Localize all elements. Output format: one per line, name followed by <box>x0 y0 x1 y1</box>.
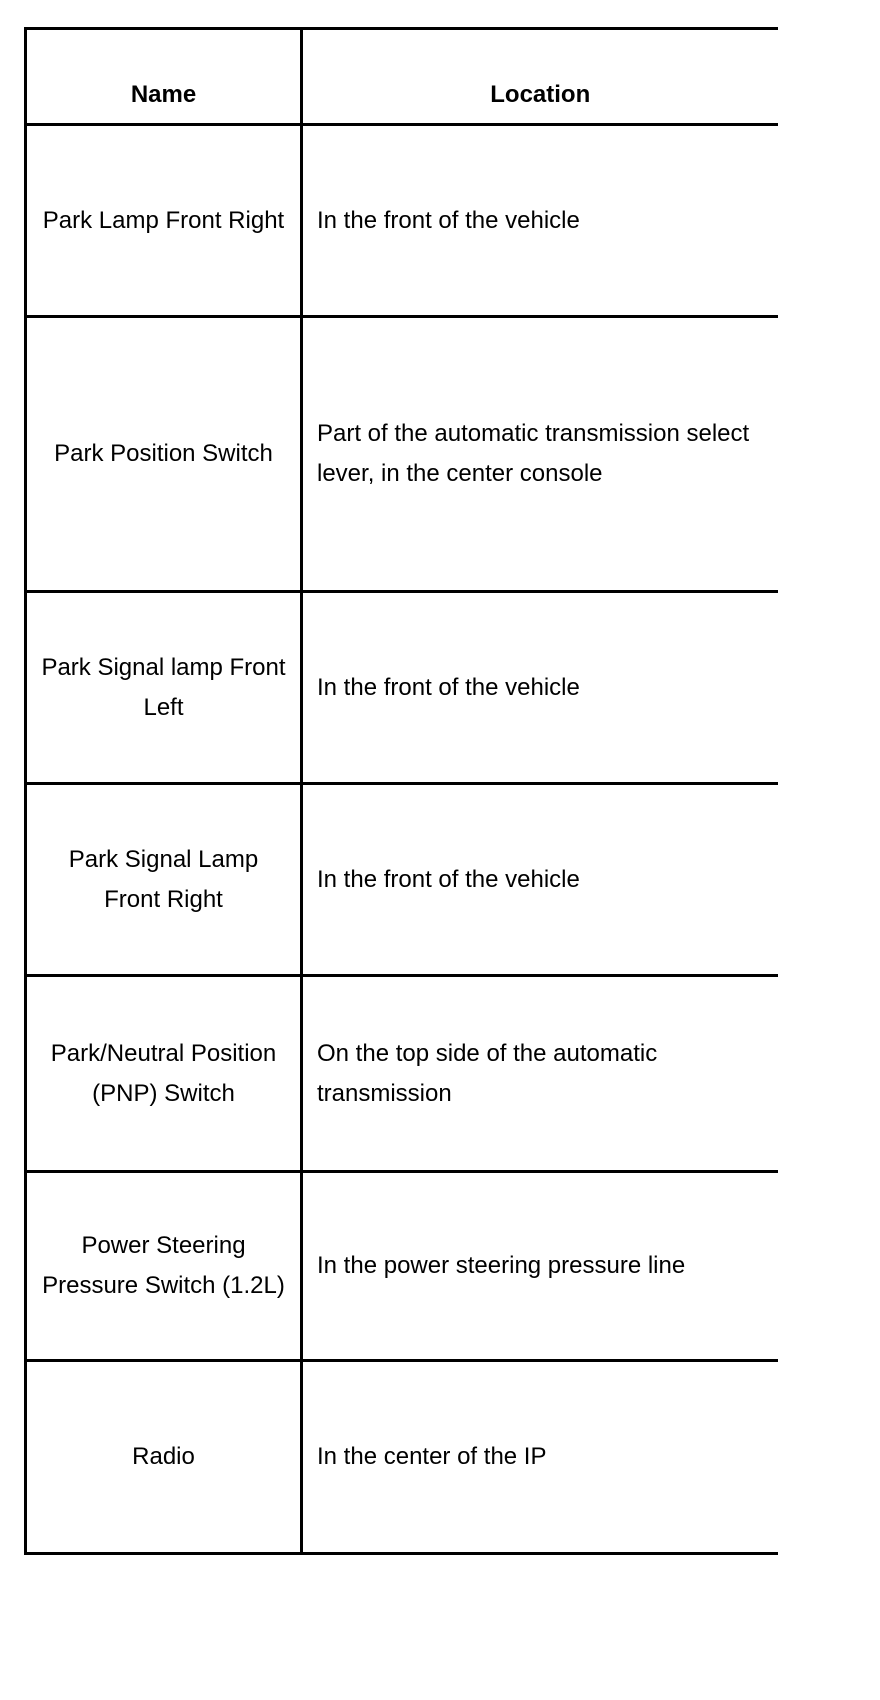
component-name: Park Signal lamp Front Left <box>26 592 302 784</box>
table-row <box>26 125 778 317</box>
component-name: Park Lamp Front Right <box>26 125 302 317</box>
component-name: Park/Neutral Position (PNP) Switch <box>26 976 302 1172</box>
component-location: Part of the automatic transmission select lever, in the center console <box>302 317 778 592</box>
table-row <box>26 976 778 1172</box>
table-row <box>26 1361 778 1554</box>
column-header-name: Name <box>26 29 302 125</box>
component-name: Park Signal Lamp Front Right <box>26 784 302 976</box>
component-location: In the front of the vehicle <box>302 125 778 317</box>
table-row <box>26 592 778 784</box>
table-row <box>26 317 778 592</box>
component-name: Power Steering Pressure Switch (1.2L) <box>26 1172 302 1361</box>
column-header-location: Location <box>302 29 778 125</box>
component-location: In the power steering pressure line <box>302 1172 778 1361</box>
component-location: On the top side of the automatic transmission <box>302 976 778 1172</box>
table-row <box>26 784 778 976</box>
table-row <box>26 1172 778 1361</box>
table-header-row <box>26 29 778 125</box>
component-name: Park Position Switch <box>26 317 302 592</box>
component-name: Radio <box>26 1361 302 1554</box>
component-location: In the center of the IP <box>302 1361 778 1554</box>
component-location-table <box>24 27 778 1555</box>
component-location: In the front of the vehicle <box>302 592 778 784</box>
component-location: In the front of the vehicle <box>302 784 778 976</box>
